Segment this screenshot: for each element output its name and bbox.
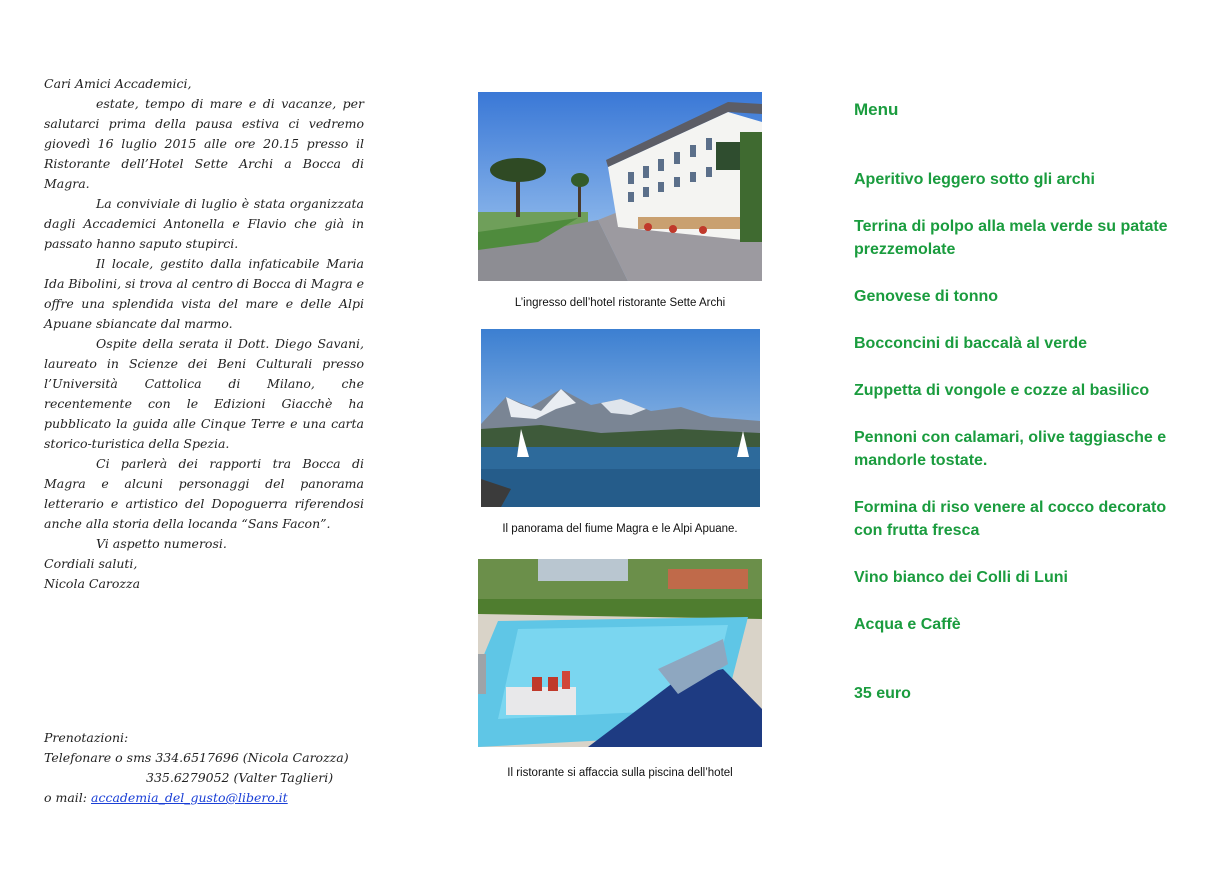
photo-caption: Il ristorante si affaccia sulla piscina dell’hotel: [507, 767, 733, 779]
menu-item: Aperitivo leggero sotto gli archi: [854, 171, 1095, 188]
river-mountains-photo: [481, 329, 760, 507]
menu-title: Menu: [854, 100, 899, 119]
booking-phone-1: Telefonare o sms 334.6517696 (Nicola Carozza): [44, 750, 349, 765]
pool-photo: [478, 559, 762, 747]
letter-paragraph: Vi aspetto numerosi.: [96, 536, 227, 551]
invitation-letter: [44, 74, 364, 594]
booking-phone-2: 335.6279052 (Valter Taglieri): [146, 770, 334, 785]
photo-caption: Il panorama del fiume Magra e le Alpi Apuane.: [502, 523, 738, 535]
menu-item: Acqua e Caffè: [854, 616, 961, 633]
menu-item: Vino bianco dei Colli di Luni: [854, 569, 1068, 586]
photo-caption: L’ingresso dell’hotel ristorante Sette Archi: [514, 297, 726, 309]
letter-paragraph: Ci parlerà dei rapporti tra Bocca di Magra e alcuni personaggi del panorama letterario e artistico del Dopoguerra riferendosi anche alla storia della locanda “Sans Facon”.: [44, 456, 364, 531]
letter-paragraph: Ospite della serata il Dott. Diego Savani, laureato in Scienze dei Beni Culturali presso l’Università Cattolica di Milano, che recentemente con le Edizioni Giacchè ha pubblicato la guida alle Cinque Terre e una carta storico-turistica della Spezia.: [44, 336, 364, 451]
email-prefix: o mail:: [44, 790, 91, 805]
menu-price: 35 euro: [854, 685, 911, 702]
letter-closing: Cordiali saluti,: [44, 556, 138, 571]
booking-info: [44, 728, 384, 808]
letter-paragraph: estate, tempo di mare e di vacanze, per salutarci prima della pausa estiva ci vedremo giovedì 16 luglio 2015 alle ore 20.15 presso il Ristorante dell’Hotel Sette Archi a Bocca di Magra.: [44, 96, 364, 191]
menu-item: Genovese di tonno: [854, 288, 999, 305]
menu: [854, 98, 1194, 721]
menu-item: Zuppetta di vongole e cozze al basilico: [854, 382, 1150, 399]
letter-signature: Nicola Carozza: [44, 576, 141, 591]
booking-email-line: [44, 788, 384, 808]
booking-label: Prenotazioni:: [44, 730, 129, 745]
email-link[interactable]: accademia_del_gusto@libero.it: [91, 790, 288, 805]
menu-item: Pennoni con calamari, olive taggiasche e mandorle tostate.: [854, 429, 1167, 469]
hotel-entrance-photo: [478, 92, 762, 281]
menu-item: Formina di riso venere al cocco decorato con frutta fresca: [854, 499, 1167, 539]
menu-item: Bocconcini di baccalà al verde: [854, 335, 1087, 352]
letter-paragraph: La conviviale di luglio è stata organizzata dagli Accademici Antonella e Flavio che già in passato hanno saputo stupirci.: [44, 196, 364, 251]
letter-greeting: Cari Amici Accademici,: [44, 76, 192, 91]
menu-item: Terrina di polpo alla mela verde su patate prezzemolate: [854, 218, 1168, 258]
letter-paragraph: Il locale, gestito dalla infaticabile Maria Ida Bibolini, si trova al centro di Bocca di Magra e offre una splendida vista del mare e delle Alpi Apuane sbiancate dal marmo.: [44, 256, 364, 331]
